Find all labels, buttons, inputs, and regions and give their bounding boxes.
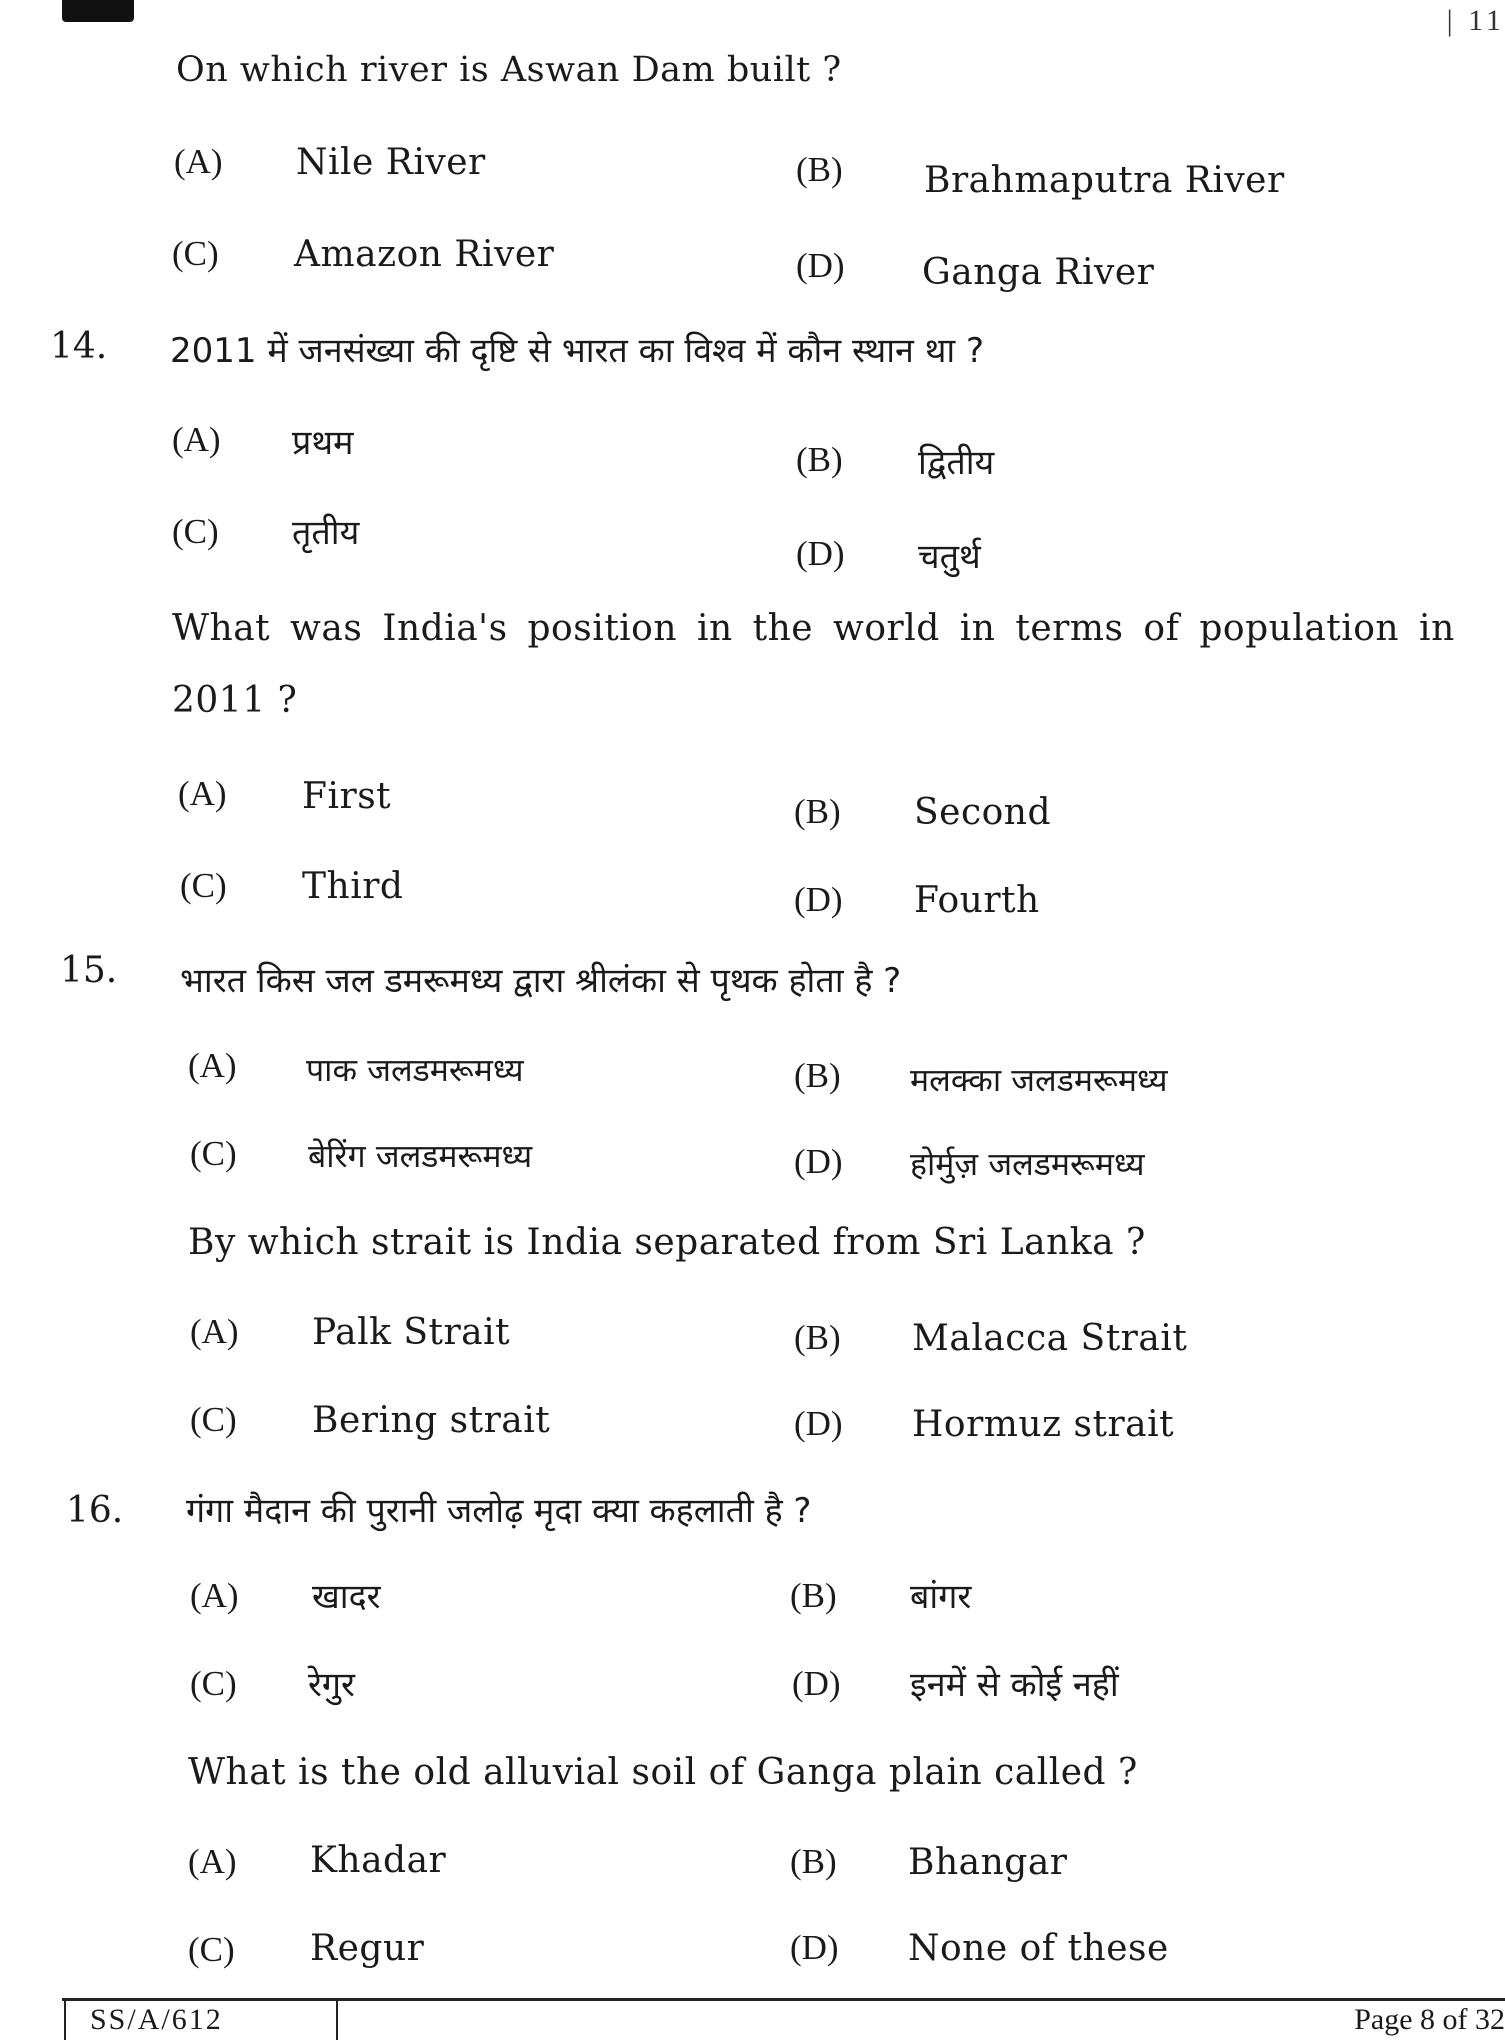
q13-option-c-text: Amazon River: [294, 234, 555, 275]
q13-option-d-text: Ganga River: [922, 252, 1155, 293]
q14-en-option-b-text: Second: [914, 792, 1052, 833]
q14-en-option-a-text: First: [302, 776, 392, 817]
corner-marker: [62, 0, 134, 22]
q14-en-option-c-label: (C): [180, 866, 227, 905]
q14-hi-option-a-text: प्रथम: [292, 423, 354, 463]
q14-en-option-d-label: (D): [794, 880, 843, 919]
q13-option-a-label: (A): [174, 142, 223, 181]
q16-hi-option-b-text: बांगर: [910, 1577, 972, 1617]
q15-en-option-c-text: Bering strait: [312, 1400, 551, 1441]
q16-en-option-c-label: (C): [188, 1930, 235, 1969]
q15-hi-option-c-text: बेरिंग जलडमरूमध्य: [308, 1137, 533, 1175]
q15-en-option-c-label: (C): [190, 1400, 237, 1439]
question-14-english-line1: What was India's position in the world in terms of population in: [172, 608, 1455, 649]
q13-option-b-text: Brahmaputra River: [924, 160, 1285, 201]
q15-hi-option-c-label: (C): [190, 1134, 237, 1173]
q15-hi-option-d-label: (D): [794, 1142, 843, 1181]
q16-hi-option-a-text: खादर: [312, 1577, 381, 1617]
q16-hi-option-c-label: (C): [190, 1664, 237, 1703]
q14-hi-option-c-label: (C): [172, 512, 219, 551]
q14-en-option-a-label: (A): [178, 774, 227, 813]
q14-hi-option-b-text: द्वितीय: [918, 443, 995, 483]
q15-hi-option-a-label: (A): [188, 1046, 237, 1085]
q15-hi-option-b-text: मलक्का जलडमरूमध्य: [910, 1061, 1168, 1099]
question-16-number: 16.: [66, 1490, 124, 1531]
q15-en-option-a-label: (A): [190, 1312, 239, 1351]
q16-en-option-b-text: Bhangar: [908, 1842, 1068, 1883]
question-16-english: What is the old alluvial soil of Ganga plain called ?: [188, 1752, 1138, 1793]
q15-en-option-a-text: Palk Strait: [312, 1312, 511, 1353]
q14-hi-option-a-label: (A): [172, 420, 221, 459]
paper-code: SS/A/612: [90, 2003, 223, 2036]
q13-option-d-label: (D): [796, 246, 845, 285]
q16-en-option-c-text: Regur: [310, 1928, 425, 1969]
q16-en-option-a-label: (A): [188, 1842, 237, 1881]
q14-hi-option-d-label: (D): [796, 534, 845, 573]
q16-en-option-d-label: (D): [790, 1928, 839, 1967]
q16-hi-option-d-text: इनमें से कोई नहीं: [910, 1665, 1119, 1705]
q13-option-a-text: Nile River: [296, 142, 486, 183]
q15-hi-option-a-text: पाक जलडमरूमध्य: [306, 1051, 524, 1089]
q15-en-option-b-text: Malacca Strait: [912, 1318, 1188, 1359]
question-14-english-line2: 2011 ?: [172, 680, 298, 721]
question-14-number: 14.: [50, 326, 108, 367]
q15-en-option-b-label: (B): [794, 1318, 841, 1357]
q14-en-option-d-text: Fourth: [914, 880, 1040, 921]
q14-en-option-b-label: (B): [794, 792, 841, 831]
q13-option-b-label: (B): [796, 150, 843, 189]
question-15-number: 15.: [60, 950, 118, 991]
question-15-hindi: भारत किस जल डमरूमध्य द्वारा श्रीलंका से पृथक होता है ?: [180, 961, 902, 1001]
question-13-english: On which river is Aswan Dam built ?: [176, 50, 842, 90]
q15-hi-option-b-label: (B): [794, 1056, 841, 1095]
q16-hi-option-c-text: रेगुर: [308, 1665, 355, 1705]
q14-en-option-c-text: Third: [302, 866, 404, 907]
q16-en-option-d-text: None of these: [908, 1928, 1169, 1969]
q15-hi-option-d-text: होर्मुज़ जलडमरूमध्य: [910, 1145, 1145, 1183]
q14-hi-option-b-label: (B): [796, 440, 843, 479]
q16-hi-option-d-label: (D): [792, 1664, 841, 1703]
q16-hi-option-a-label: (A): [190, 1576, 239, 1615]
q13-option-c-label: (C): [172, 234, 219, 273]
question-14-hindi: 2011 में जनसंख्या की दृष्टि से भारत का विश्व में कौन स्थान था ?: [170, 331, 985, 371]
q15-en-option-d-text: Hormuz strait: [912, 1404, 1175, 1445]
page-number: Page 8 of 32: [1354, 2003, 1505, 2036]
question-16-hindi: गंगा मैदान की पुरानी जलोढ़ मृदा क्या कहलाती है ?: [186, 1491, 812, 1531]
q14-hi-option-d-text: चतुर्थ: [918, 537, 981, 577]
q16-en-option-a-text: Khadar: [310, 1840, 447, 1881]
page-bracket: | 11: [1446, 4, 1505, 37]
q15-en-option-d-label: (D): [794, 1404, 843, 1443]
question-15-english: By which strait is India separated from Sri Lanka ?: [188, 1222, 1146, 1263]
q16-en-option-b-label: (B): [790, 1842, 837, 1881]
q14-hi-option-c-text: तृतीय: [292, 513, 360, 553]
q16-hi-option-b-label: (B): [790, 1576, 837, 1615]
